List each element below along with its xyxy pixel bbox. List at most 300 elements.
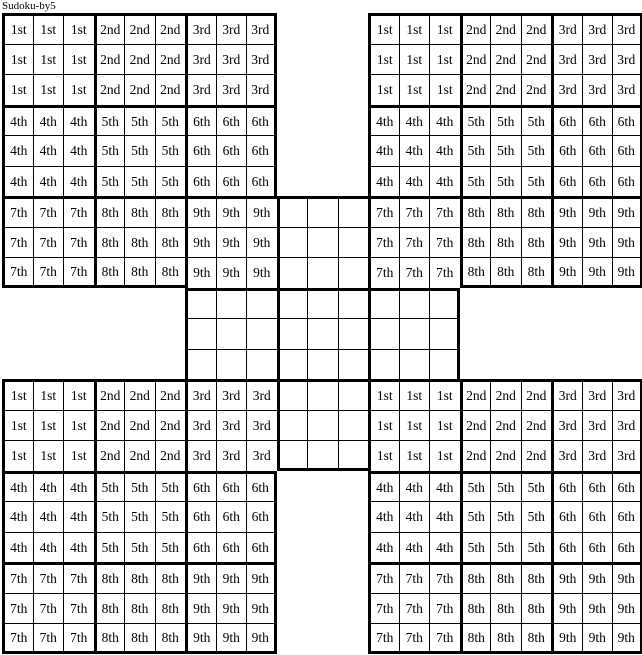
sudoku-cell: 3rd <box>612 410 642 441</box>
sudoku-cell: 8th <box>155 196 186 227</box>
sudoku-cell: 1st <box>2 440 33 471</box>
sudoku-cell: 1st <box>2 74 33 105</box>
sudoku-cell: 3rd <box>612 379 642 410</box>
sudoku-cell: 4th <box>63 135 94 166</box>
sudoku-cell: 2nd <box>490 410 521 441</box>
sudoku-cell: 3rd <box>582 410 613 441</box>
sudoku-cell <box>277 379 308 410</box>
sudoku-cell <box>429 349 460 380</box>
sudoku-cell: 4th <box>429 501 460 532</box>
sudoku-cell: 1st <box>63 13 94 44</box>
sudoku-cell: 4th <box>399 135 430 166</box>
sudoku-cell: 1st <box>63 74 94 105</box>
sudoku-cell: 1st <box>429 440 460 471</box>
sudoku-cell: 5th <box>155 471 186 502</box>
sudoku-cell: 7th <box>2 593 33 624</box>
sudoku-cell: 9th <box>582 562 613 593</box>
sudoku-cell: 8th <box>521 593 552 624</box>
sudoku-cell: 5th <box>490 105 521 136</box>
sudoku-cell: 1st <box>399 440 430 471</box>
sudoku-cell: 6th <box>246 166 277 197</box>
sudoku-cell: 1st <box>2 44 33 75</box>
sudoku-cell: 3rd <box>551 74 582 105</box>
sudoku-cell: 3rd <box>551 379 582 410</box>
sudoku-cell <box>307 379 338 410</box>
sudoku-cell <box>277 440 308 471</box>
sudoku-cell <box>277 227 308 258</box>
sudoku-cell: 3rd <box>185 44 216 75</box>
sudoku-cell <box>277 318 308 349</box>
sudoku-cell: 2nd <box>521 410 552 441</box>
sudoku-cell: 8th <box>94 257 125 288</box>
sudoku-cell: 6th <box>185 166 216 197</box>
sudoku-cell: 8th <box>460 227 491 258</box>
sudoku-cell: 7th <box>399 227 430 258</box>
sudoku-cell: 5th <box>94 532 125 563</box>
sudoku-cell: 6th <box>582 471 613 502</box>
sudoku-cell: 4th <box>429 105 460 136</box>
sudoku-cell: 5th <box>155 501 186 532</box>
sudoku-cell <box>307 288 338 319</box>
sudoku-cell: 8th <box>155 227 186 258</box>
sudoku-cell: 5th <box>521 532 552 563</box>
sudoku-cell: 8th <box>490 623 521 654</box>
sudoku-cell: 9th <box>612 623 642 654</box>
sudoku-cell: 1st <box>33 44 64 75</box>
sudoku-cell: 9th <box>216 562 247 593</box>
sudoku-cell <box>246 349 277 380</box>
sudoku-cell: 7th <box>429 562 460 593</box>
sudoku-cell: 8th <box>490 257 521 288</box>
sudoku-cell: 9th <box>612 227 642 258</box>
sudoku-cell: 4th <box>63 166 94 197</box>
sudoku-cell: 4th <box>429 135 460 166</box>
sudoku-cell: 5th <box>124 105 155 136</box>
sudoku-cell: 5th <box>521 501 552 532</box>
sudoku-cell: 4th <box>368 135 399 166</box>
sudoku-cell: 7th <box>33 227 64 258</box>
sudoku-cell: 3rd <box>612 440 642 471</box>
sudoku-cell: 1st <box>399 410 430 441</box>
sudoku-cell: 7th <box>2 196 33 227</box>
sudoku-cell: 3rd <box>216 44 247 75</box>
sudoku-cell: 2nd <box>94 440 125 471</box>
sudoku-cell: 7th <box>63 196 94 227</box>
sudoku-cell: 9th <box>612 257 642 288</box>
sudoku-cell: 5th <box>124 166 155 197</box>
sudoku-cell: 9th <box>185 562 216 593</box>
sudoku-cell <box>277 349 308 380</box>
sudoku-cell: 4th <box>399 532 430 563</box>
sudoku-cell: 9th <box>246 593 277 624</box>
sudoku-cell: 5th <box>155 105 186 136</box>
sudoku-cell: 8th <box>124 562 155 593</box>
sudoku-cell: 1st <box>368 440 399 471</box>
sudoku-cell: 3rd <box>216 13 247 44</box>
sudoku-cell: 1st <box>33 74 64 105</box>
sudoku-cell <box>307 410 338 441</box>
sudoku-cell: 9th <box>582 227 613 258</box>
sudoku-cell: 4th <box>33 501 64 532</box>
sudoku-cell <box>216 288 247 319</box>
sudoku-cell: 7th <box>429 196 460 227</box>
sudoku-cell: 8th <box>124 196 155 227</box>
sudoku-cell: 3rd <box>612 13 642 44</box>
sudoku-cell: 1st <box>429 44 460 75</box>
sudoku-cell: 1st <box>429 13 460 44</box>
sudoku-cell: 9th <box>216 257 247 288</box>
sudoku-cell: 6th <box>612 501 642 532</box>
sudoku-cell: 7th <box>368 562 399 593</box>
sudoku-cell: 9th <box>612 196 642 227</box>
sudoku-cell <box>246 288 277 319</box>
sudoku-cell: 5th <box>460 471 491 502</box>
sudoku-cell: 7th <box>33 593 64 624</box>
sudoku-cell: 2nd <box>521 13 552 44</box>
sudoku-cell: 4th <box>368 471 399 502</box>
sudoku-cell: 7th <box>368 593 399 624</box>
sudoku-cell: 6th <box>185 135 216 166</box>
sudoku-cell: 7th <box>33 623 64 654</box>
sudoku-cell: 4th <box>368 532 399 563</box>
sudoku-cell: 8th <box>490 196 521 227</box>
sudoku-cell: 6th <box>612 532 642 563</box>
sudoku-cell: 5th <box>460 105 491 136</box>
sudoku-cell: 7th <box>2 227 33 258</box>
sudoku-cell: 9th <box>216 623 247 654</box>
sudoku-cell: 6th <box>551 166 582 197</box>
sudoku-cell: 3rd <box>551 44 582 75</box>
sudoku-cell: 1st <box>63 410 94 441</box>
sudoku-cell: 7th <box>429 593 460 624</box>
sudoku-cell: 2nd <box>490 379 521 410</box>
sudoku-cell: 9th <box>216 196 247 227</box>
sudoku-cell <box>307 440 338 471</box>
sudoku-cell: 4th <box>2 166 33 197</box>
sudoku-cell: 5th <box>155 532 186 563</box>
sudoku-cell: 8th <box>124 257 155 288</box>
sudoku-cell: 6th <box>551 471 582 502</box>
sudoku-cell: 8th <box>460 593 491 624</box>
sudoku-cell: 2nd <box>94 13 125 44</box>
sudoku-cell: 8th <box>94 196 125 227</box>
sudoku-cell: 3rd <box>246 44 277 75</box>
sudoku-cell: 4th <box>429 471 460 502</box>
sudoku-cell: 9th <box>551 593 582 624</box>
sudoku-cell: 6th <box>551 105 582 136</box>
sudoku-cell: 3rd <box>185 74 216 105</box>
sudoku-cell: 4th <box>399 471 430 502</box>
sudoku-cell <box>429 288 460 319</box>
sudoku-cell: 6th <box>216 166 247 197</box>
sudoku-cell: 3rd <box>246 440 277 471</box>
sudoku-cell: 1st <box>63 440 94 471</box>
sudoku-cell: 5th <box>124 471 155 502</box>
sudoku-cell: 6th <box>246 471 277 502</box>
sudoku-cell: 1st <box>429 74 460 105</box>
sudoku-cell: 6th <box>216 105 247 136</box>
sudoku-cell: 1st <box>33 410 64 441</box>
sudoku-cell: 4th <box>368 501 399 532</box>
sudoku-cell: 2nd <box>521 440 552 471</box>
sudoku-cell: 7th <box>368 227 399 258</box>
sudoku-cell: 2nd <box>521 74 552 105</box>
sudoku-cell: 4th <box>399 501 430 532</box>
sudoku-cell: 1st <box>2 379 33 410</box>
sudoku-cell: 9th <box>246 623 277 654</box>
sudoku-cell <box>338 288 369 319</box>
page-title: Sudoku-by5 <box>2 0 56 12</box>
sudoku-cell: 5th <box>155 166 186 197</box>
sudoku-cell: 8th <box>490 562 521 593</box>
sudoku-cell: 3rd <box>216 410 247 441</box>
sudoku-cell: 9th <box>185 227 216 258</box>
sudoku-cell: 8th <box>521 562 552 593</box>
sudoku-cell <box>338 349 369 380</box>
sudoku-cell: 8th <box>94 562 125 593</box>
sudoku-cell: 7th <box>63 257 94 288</box>
sudoku-cell: 8th <box>460 562 491 593</box>
sudoku-cell: 2nd <box>460 74 491 105</box>
sudoku-cell: 3rd <box>185 379 216 410</box>
sudoku-cell: 6th <box>216 501 247 532</box>
sudoku-cell: 8th <box>521 257 552 288</box>
sudoku-cell: 5th <box>124 501 155 532</box>
sudoku-cell: 9th <box>185 593 216 624</box>
sudoku-cell <box>307 196 338 227</box>
sudoku-cell <box>368 288 399 319</box>
sudoku-cell: 3rd <box>612 44 642 75</box>
sudoku-cell: 5th <box>460 532 491 563</box>
sudoku-cell: 6th <box>185 532 216 563</box>
sudoku-cell: 7th <box>429 257 460 288</box>
sudoku-cell <box>368 349 399 380</box>
sudoku-cell: 8th <box>94 623 125 654</box>
sudoku-cell: 6th <box>612 471 642 502</box>
sudoku-cell: 3rd <box>216 379 247 410</box>
sudoku-cell: 9th <box>216 593 247 624</box>
sudoku-cell: 4th <box>33 105 64 136</box>
sudoku-cell: 2nd <box>124 44 155 75</box>
sudoku-cell: 6th <box>551 501 582 532</box>
sudoku-cell: 8th <box>521 196 552 227</box>
sudoku-cell: 4th <box>33 471 64 502</box>
sudoku-cell: 5th <box>460 135 491 166</box>
sudoku-cell <box>338 410 369 441</box>
sudoku-cell <box>246 318 277 349</box>
sudoku-cell <box>185 318 216 349</box>
sudoku-cell: 4th <box>2 501 33 532</box>
sudoku-cell: 9th <box>246 196 277 227</box>
sudoku-cell: 2nd <box>521 379 552 410</box>
sudoku-cell: 6th <box>612 105 642 136</box>
sudoku-cell: 3rd <box>246 74 277 105</box>
sudoku-cell: 2nd <box>155 13 186 44</box>
sudoku-cell: 4th <box>429 166 460 197</box>
sudoku-cell: 3rd <box>185 13 216 44</box>
sudoku-cell: 2nd <box>94 379 125 410</box>
sudoku-cell: 1st <box>429 410 460 441</box>
sudoku-cell: 9th <box>246 257 277 288</box>
sudoku-cell: 8th <box>155 593 186 624</box>
sudoku-cell: 4th <box>2 105 33 136</box>
sudoku-cell: 4th <box>33 135 64 166</box>
sudoku-cell: 9th <box>185 257 216 288</box>
sudoku-cell: 6th <box>246 135 277 166</box>
sudoku-cell: 5th <box>94 501 125 532</box>
sudoku-cell: 2nd <box>124 74 155 105</box>
sudoku-cell: 7th <box>429 623 460 654</box>
sudoku-cell: 9th <box>612 593 642 624</box>
sudoku-cell <box>277 288 308 319</box>
sudoku-cell: 7th <box>33 257 64 288</box>
sudoku-cell: 9th <box>582 623 613 654</box>
sudoku-cell: 3rd <box>582 74 613 105</box>
sudoku-cell: 9th <box>216 227 247 258</box>
sudoku-cell: 7th <box>2 257 33 288</box>
sudoku-cell: 9th <box>612 562 642 593</box>
sudoku-cell: 6th <box>185 105 216 136</box>
sudoku-cell: 6th <box>551 135 582 166</box>
sudoku-cell: 2nd <box>460 410 491 441</box>
sudoku-cell: 6th <box>612 135 642 166</box>
sudoku-cell: 2nd <box>124 410 155 441</box>
sudoku-cell: 8th <box>124 623 155 654</box>
sudoku-cell: 8th <box>490 227 521 258</box>
sudoku-cell: 3rd <box>216 74 247 105</box>
sudoku-cell: 6th <box>612 166 642 197</box>
sudoku-cell <box>399 288 430 319</box>
sudoku-cell: 8th <box>94 227 125 258</box>
sudoku-cell: 8th <box>460 196 491 227</box>
sudoku-cell: 8th <box>155 257 186 288</box>
sudoku-cell: 3rd <box>185 410 216 441</box>
sudoku-cell: 3rd <box>612 74 642 105</box>
sudoku-cell: 1st <box>63 44 94 75</box>
sudoku-cell: 2nd <box>94 74 125 105</box>
sudoku-cell: 3rd <box>582 13 613 44</box>
sudoku-cell: 5th <box>490 532 521 563</box>
sudoku-cell <box>216 318 247 349</box>
sudoku-cell <box>277 257 308 288</box>
sudoku-cell: 7th <box>399 623 430 654</box>
sudoku-cell: 5th <box>490 166 521 197</box>
sudoku-cell: 1st <box>429 379 460 410</box>
sudoku-cell <box>338 257 369 288</box>
sudoku-cell: 2nd <box>490 440 521 471</box>
sudoku-cell: 7th <box>429 227 460 258</box>
sudoku-cell: 3rd <box>246 410 277 441</box>
sudoku-cell: 4th <box>63 501 94 532</box>
sudoku-cell: 1st <box>399 379 430 410</box>
sudoku-cell: 3rd <box>185 440 216 471</box>
sudoku-cell: 9th <box>246 562 277 593</box>
sudoku-cell: 7th <box>63 623 94 654</box>
sudoku-cell <box>399 318 430 349</box>
sudoku-cell: 2nd <box>155 379 186 410</box>
sudoku-cell: 8th <box>521 623 552 654</box>
sudoku-cell: 8th <box>94 593 125 624</box>
sudoku-cell: 1st <box>33 379 64 410</box>
sudoku-cell: 9th <box>551 257 582 288</box>
sudoku-cell: 2nd <box>155 410 186 441</box>
sudoku-cell: 7th <box>399 196 430 227</box>
sudoku-cell: 4th <box>2 471 33 502</box>
sudoku-cell: 8th <box>124 227 155 258</box>
sudoku-cell: 9th <box>582 593 613 624</box>
sudoku-cell: 6th <box>582 135 613 166</box>
sudoku-cell: 5th <box>124 135 155 166</box>
sudoku-cell <box>307 349 338 380</box>
sudoku-cell: 5th <box>94 135 125 166</box>
sudoku-cell <box>307 257 338 288</box>
sudoku-cell: 1st <box>368 379 399 410</box>
sudoku-cell: 2nd <box>94 410 125 441</box>
sudoku-cell: 3rd <box>582 379 613 410</box>
sudoku-cell: 5th <box>490 501 521 532</box>
sudoku-cell: 7th <box>33 196 64 227</box>
sudoku-cell: 4th <box>33 166 64 197</box>
sudoku-cell: 7th <box>368 257 399 288</box>
sudoku-cell: 9th <box>551 562 582 593</box>
sudoku-cell: 1st <box>399 44 430 75</box>
sudoku-cell: 1st <box>368 410 399 441</box>
sudoku-cell: 2nd <box>490 13 521 44</box>
sudoku-cell: 1st <box>33 13 64 44</box>
sudoku-cell: 2nd <box>521 44 552 75</box>
sudoku-cell: 2nd <box>94 44 125 75</box>
sudoku-cell: 6th <box>185 501 216 532</box>
sudoku-cell: 8th <box>155 562 186 593</box>
sudoku-cell <box>307 227 338 258</box>
sudoku-cell <box>277 410 308 441</box>
sudoku-cell <box>399 349 430 380</box>
sudoku-cell <box>277 196 308 227</box>
sudoku-cell: 9th <box>185 623 216 654</box>
sudoku-cell: 5th <box>521 166 552 197</box>
sudoku-cell: 4th <box>2 135 33 166</box>
sudoku-cell: 5th <box>521 135 552 166</box>
sudoku-cell: 3rd <box>246 379 277 410</box>
sudoku-cell: 2nd <box>155 74 186 105</box>
sudoku-cell: 5th <box>521 471 552 502</box>
sudoku-cell: 1st <box>2 13 33 44</box>
sudoku-cell: 4th <box>33 532 64 563</box>
sudoku-cell: 1st <box>368 13 399 44</box>
sudoku-cell: 2nd <box>155 44 186 75</box>
sudoku-cell: 1st <box>63 379 94 410</box>
sudoku-cell: 1st <box>399 13 430 44</box>
sudoku-cell: 7th <box>63 227 94 258</box>
sudoku-cell: 7th <box>368 196 399 227</box>
sudoku-cell: 2nd <box>460 440 491 471</box>
sudoku-cell <box>307 318 338 349</box>
sudoku-cell: 4th <box>429 532 460 563</box>
sudoku-cell: 9th <box>551 196 582 227</box>
sudoku-cell: 8th <box>490 593 521 624</box>
sudoku-cell: 5th <box>490 135 521 166</box>
sudoku-cell: 6th <box>551 532 582 563</box>
sudoku-cell: 7th <box>2 562 33 593</box>
sudoku-cell: 2nd <box>155 440 186 471</box>
sudoku-cell <box>429 318 460 349</box>
sudoku-cell: 1st <box>2 410 33 441</box>
sudoku-cell: 4th <box>63 105 94 136</box>
sudoku-cell <box>368 318 399 349</box>
sudoku-cell: 8th <box>155 623 186 654</box>
sudoku-cell: 6th <box>582 501 613 532</box>
sudoku-cell: 4th <box>2 532 33 563</box>
